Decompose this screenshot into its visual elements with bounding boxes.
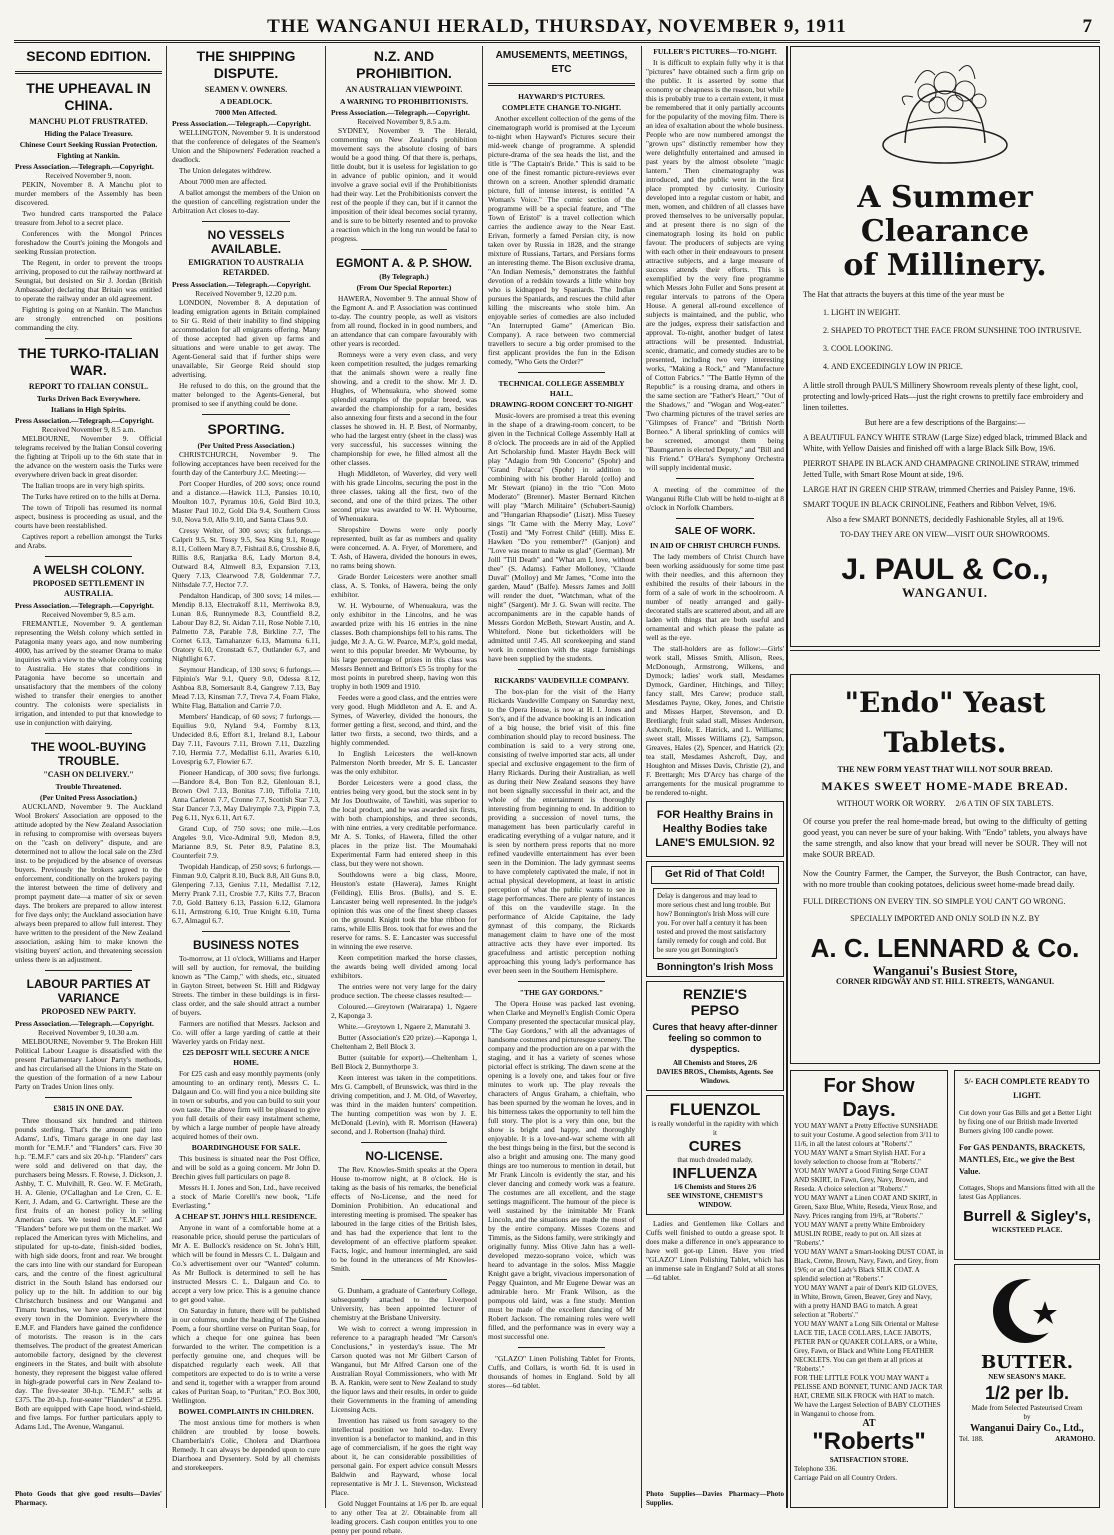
article-gay-gordons xyxy=(488,988,635,1341)
ad-footer-row xyxy=(959,1435,1095,1444)
subheading: Fighting at Nankin. xyxy=(57,151,120,160)
ad-title: For Show Days. xyxy=(823,1075,915,1121)
paragraph: We wish to correct a wrong impression in reference to a paragraph headed "Mr Carson's Conclusions," in yesterday's issue. The Mr Carson quoted was not Mr Gilbert Carson of Wanganui, but Mr Alfred Carson one of the Australian Royal Commissioners, who with Mr B. A. Rankin, were sent to New Zealand to study the liquor laws and their results, in order to guide their Governments in the framing of amending Licensing Acts. xyxy=(331,1324,477,1414)
subheading: PROPOSED NEW PARTY. xyxy=(41,1007,136,1016)
paragraph: The Union delegates withdrew. xyxy=(179,166,272,175)
article-welsh xyxy=(15,563,162,727)
dateline: Press Association.—Telegraph.—Copyright. xyxy=(172,280,311,289)
ad-body: that much dreaded malady, xyxy=(677,1156,753,1164)
paragraph: The Turks have retired on to the hills at Derna. xyxy=(22,492,161,501)
subheading: BOARDINGHOUSE FOR SALE. xyxy=(191,1143,301,1152)
paragraph: MELBOURNE, November 9. The Broken Hill Political Labour League is dissatisfied with the present Parliamentary Labour Party's methods, and has circularised all the Unions in the State on the question of the formation of a new Labour Party on Trades Union lines only. xyxy=(15,1037,162,1091)
ad-town: ARAMOHO. xyxy=(1055,1435,1095,1443)
ad-body: Cures that heavy after-dinner feeling so common to dyspeptics. xyxy=(652,1022,778,1054)
subheading: Chinese Court Seeking Russian Protection. xyxy=(19,140,158,149)
ad-body: SPECIALLY IMPORTED AND ONLY SOLD IN N.Z. BY xyxy=(850,914,1040,923)
newspaper-title: THE WANGANUI HERALD, THURSDAY, NOVEMBER 9, 1911 xyxy=(267,16,847,37)
paragraph: A ballot amongst the members of the Union on the question of cancelling registration under the Arbitration Act closes to-day. xyxy=(172,188,320,215)
paragraph: White.—Greytown 1, Ngaere 2, Manutahi 3. xyxy=(338,1022,471,1031)
article-motor xyxy=(15,1104,162,1431)
ad-tagline: Wanganui's Busiest Store, xyxy=(872,963,1018,978)
paragraph: Butter (Association's £20 prize).—Kaponga 1, Cheltenham 2, Bell Block 3. xyxy=(331,1033,477,1051)
paragraph: MELBOURNE, November 9. Official telegrams received by the Italian Consul covering the fighting at Tripoli up to the 6th state that in the advance on the western oasis the Turks were everywhere driven back in great disorder. xyxy=(15,434,162,479)
received-line: Received November 9, 8.5 a.m. xyxy=(41,425,136,434)
paragraph: Keen competition marked the horse classes, the awards being well divided among local exhibitors. xyxy=(331,953,477,980)
ad-title: of Millinery. xyxy=(843,248,1047,283)
subheading: TECHNICAL COLLEGE ASSEMBLY HALL. xyxy=(498,379,625,398)
headline: NO-LICENSE. xyxy=(365,1149,443,1163)
paragraph: The town of Tripoli has resumed its normal aspect, business is proceeding as usual, and the courts have been reestablished. xyxy=(15,503,162,530)
feature-list xyxy=(831,304,1099,376)
list-item: SMART TOQUE IN BLACK CRINOLINE, Feathers and Ribbon Velvet, 19/6. xyxy=(803,500,1057,509)
paragraph: Coloured.—Greytown (Wairarapa) 1, Ngaere 2, Kaponga 3. xyxy=(331,1002,477,1020)
article-wool xyxy=(15,740,162,964)
list-item: YOU MAY WANT a Long Silk Oriental or Maltese LACE TIE, LACE COLLARS, LACE JABOTS, PETER PAN or QUAKER COLLARS, or a White, Grey, Fawn, or Black and White Long FEATHER NECKLETS. You can get them at all prices at "Roberts'." xyxy=(794,1320,939,1373)
paragraph: The Regent, in order to prevent the troops arriving, proposed to cut the railway northward at Seungtai, but desisted on Sir J. Jordan (British Ambassador) declaring that Britain was entitled to operate the railway under an old agreement. xyxy=(15,258,162,303)
list-item: PIERROT SHAPE IN BLACK AND CHAMPAGNE CRINOLINE STRAW, trimmed Jetted Tulle, with Smart Rose Mount at side, 19/6. xyxy=(803,459,1079,479)
ad-body: Cottages, Shops and Mansions fitted with all the latest Gas Appliances. xyxy=(959,1184,1095,1201)
headline: £3815 IN ONE DAY. xyxy=(53,1104,124,1113)
ad-firm: A. C. LENNARD & Co. xyxy=(810,933,1080,963)
paragraph: Three thousand six hundred and thirteen pounds sterling. That's the amount paid into Adams', Ltd's, Timaru garage in one day last month for "E.M.F." and "Flanders" cars. Five 30 h.p. "E.M.F." cars and six 20-h.p. "Flanders" cars were sold and delivered on that day, the purchasers being Messrs. F. Rowse, J. Dickson, J. Ashby, T. C. Mulvihill, R. Geo. W. F. McGrath, H. A. Glenie, O'Callaghan and Le Cren, C. E. Kerr, J. Adam, and G. Cartwright. These are the first fruits of an honest policy in selling American cars. We tested the "E.M.F." and "Flanders" before we put them on the market. We replaced the American tyres with Michelins, and stipulated for up-to-date, finish-sided bodies, with high side doors, front and rear. We brought the cars into line with our standard for European cars, and the centre of the finest agricultural district in the South Island has endorsed our policy up to the hilt. In addition to our big Christchurch business and our Wanganui and Timaru branches, we have agencies in almost every town in the Dominion. Everywhere the E.M.F. and Flanders have gained the confidence of motorists. The reason is in the cars themselves. The product of the greatest American automobile factory, designed by the cleverest engineers in the States, and built with absolute honesty, they represent the biggest value offered in high-grade powerful cars in New Zealand to-day. The five-seater 30-h.p. "E.M.F." sells at £375. The 20-h.p. four-seater "Flanders" at £295. Both are equipped with Cape hood, wind-shield, and five lamps. For further particulars apply to Adams Ltd., The Avenue, Wanganui. xyxy=(15,1116,163,1431)
ad-intro: The Hat that attracts the buyers at this time of the year must be xyxy=(803,290,1005,299)
paragraph: The stall-holders are as follow:—Girls' work stall, Misses Smith, Allison, Rees, McDonough, Armstrong, Wilkens, and Dymock; ladies' work stall, Mesdames Dymock, Gardiner, Hitchings, and Tilley; fancy stall, Mrs Carew; produce stall, Mesdames Payne, Okey, Jones, and Christie and Misses Harper, Stevenson, and D. Bretliargh; fruit salad stall, Misses Anderson, Ashcroft, Hole, E. Hatrick, and L. Williams; sweet stall, Misses Williams (2), Sampson, Greaves, Hales (2), Spencer, and Hatrick (2); tea stall, Mesdames Ashcroft, Day, and Houghton and Misses Davis, Christie (2), and F. Brettargh; Mrs D'Arcy has charge of the arrangements for the musical programme to be rendered to-night. xyxy=(646,644,784,797)
article-shipping xyxy=(172,48,320,215)
ad-bonningtons xyxy=(646,861,784,977)
article-business xyxy=(172,938,320,1472)
dateline: Press Association.—Telegraph.—Copyright. xyxy=(331,108,470,117)
paragraph: The Rev. Knowles-Smith speaks at the Opera House to-morrow night, at 8 o'clock. He is taking as the basis of his remarks, the beneficial effects of No-License, and the need for Dominion Prohibition. An educational and interesting meeting is promised. The speaker has laboured in the large cities of the British Isles, and has had the experience that lent to the development of an effective platform speaker. Facts, logic, and humour intermingled, are said to be found in the utterances of Mr Knowles-Smith. xyxy=(331,1165,477,1273)
ad-sub: NEW SEASON'S MAKE. xyxy=(988,1373,1066,1381)
ad-body: For GAS PENDANTS, BRACKETS, MANTLES, Etc., we give the Best Value. xyxy=(959,1143,1085,1176)
paragraph: Two hundred carts transported the Palace treasure from Jehol to a secret place. xyxy=(15,209,162,227)
paragraph: Conferences with the Mongol Princes foreshadow the Court's joining the Mongols and seeking Russian protection. xyxy=(15,229,162,256)
paragraph: PEKIN, November 8. A Manchu plot to murder members of the Assembly has been discovered. xyxy=(15,180,162,207)
list-item: YOU MAY WANT a Linen COAT AND SKIRT, in Green, Saxe Blue, White, Reseda, Vieux Rose, and Navy. Prices ranging from 19/6, at "Roberts'." xyxy=(794,1194,938,1220)
paragraph: Grade Border Leicesters were another small class, A. S. Tonks, of Hawera, being the only exhibitor. xyxy=(331,572,477,599)
paragraph: Seymour Handicap, of 130 sovs; 6 furlongs.—Filpinio's War 9.1, Query 9.0, Odessa 8.12, Ashboa 8.8, Somersault 8.4, Gangrew 7.13, Bay Mead 7.13, Kinsman 7.7, Treva 7.4, Foam Flake, White Flag, Battalion and Carrie 7.0. xyxy=(172,665,320,710)
column-4 xyxy=(488,46,635,1508)
column-rule xyxy=(786,46,788,1508)
headline: THE TURKO-ITALIAN WAR. xyxy=(18,345,159,378)
footer-note: Photo Goods that give good results—Davies' Pharmacy. xyxy=(15,1490,162,1507)
column-5 xyxy=(646,46,784,1508)
headline: SPORTING. xyxy=(207,421,285,437)
subheading: PROPOSED SETTLEMENT IN AUSTRALIA. xyxy=(32,579,145,598)
list-item: YOU MAY WANT a Smart-looking DUST COAT, in Black, Creme, Brown, Navy, Fawn, and Grey, from 19/6; or an Old Lady's Black SILK COAT. A splendid selection at "Roberts'." xyxy=(794,1248,944,1283)
headline: EGMONT A. & P. SHOW. xyxy=(335,256,472,270)
subheading: A WARNING TO PROHIBITIONISTS. xyxy=(340,97,468,106)
headline: SALE OF WORK. xyxy=(674,526,756,537)
headline: BUSINESS NOTES xyxy=(192,938,300,952)
headline: LABOUR PARTIES AT VARIANCE xyxy=(26,977,151,1005)
ad-influenza: INFLUENZA xyxy=(672,1165,758,1182)
ad-body: Delay is dangerous and may lead to more serious chest and lung trouble. But how? Bonnington's Irish Moss will cure you. For over half a century it has been tested and proved the most satisfactory family remedy for cough and cold. But be sure you get Bonnington's xyxy=(653,888,777,959)
subheading: A CHEAP ST. JOHN'S HILL RESIDENCE. xyxy=(175,1212,317,1221)
masthead xyxy=(14,14,1100,43)
paragraph: Music-lovers are promised a treat this evening in the shape of a drawing-room concert, to be given in the Technical College Assembly Hall at 8 o'clock. The proceeds are in aid of the Applied Art Scholarship fund. Master Haydn Beck will play "Adagio from 9th Concerto" (Spohr) and "Grand Polacca" (Spohr) in addition to combining with his brother Harold (cello) and Mr Stewart (piano) in the trio "Con Moto Moderato" (Brenner). Master Bernard Kitchen will play "March Militaire" (Schubert-Saunig) and "Hungarian Rhapsodie" (Liszt). Miss Tuesey sings "It Came with the Merry May, Love" (Tosti) and "My Forrest Child" (Hill). Miss E. Hawken "Do you remember?" (Ganjon) and "Love was meant to make us glad" (German). Mr Jolll "Till Death" and "What am I, love, without thee" (S. Adams). Father Molloney, "Claude Duval" (Molloy) and Mr James, "Come into the garden, Maud" (Balfe). Messrs James and Jolll will render the duet, "Watchman, what of the night" (Sargent). Mr J. G. Swan will recite. The accompaniments are in the capable hands of Messrs Gordon McBeth, Stewart Austin, and A. Whiteford. None but ticketholders will be admitted until 7.45. All scorekeeping and stand work in connection with the stage furnishings have been supplied by the students. xyxy=(488,411,635,663)
ad-foot: All Chemists and Stores, 2/6 xyxy=(672,1059,758,1067)
paragraph: Shropshire Downs were only poorly represented, built as far as numbers and quality were concerned. A. A. Fryer, of Moremere, and T. Ash, of Hawera, divided the honours in ewes, no rams being shown. xyxy=(331,525,477,570)
subheading: (By Telegraph.) xyxy=(379,272,429,281)
paragraph: Keen interest was taken in the competitions. Mrs G. Campbell, of Brunswick, was third in the driving competition, and J. M. Old, of Waverley, was third in the maiden hunters' competition. The hunting competition was won by J. E. McDonald (Levin), with R. Morrison (Hawera) second, and J. Robertson (Inaha) third. xyxy=(331,1073,477,1136)
paragraph: In English Leicesters the well-known Palmerston North breeder, Mr S. E. Lancaster was the only exhibitor. xyxy=(331,749,477,776)
headline: THE WOOL-BUYING TROUBLE. xyxy=(30,740,147,768)
ad-tel: Tel. 188. xyxy=(959,1435,984,1443)
subheading: "CASH ON DELIVERY." xyxy=(43,770,134,779)
ad-body: Now the Country Farmer, the Camper, the Surveyor, the Bush Contractor, can have, with no more trouble than cooking potatoes, delicious sweet home-made bread daily. xyxy=(803,869,1087,889)
ad-wanganui-dairy xyxy=(954,1264,1100,1508)
paragraph: Fighting is going on at Nankin. The Manchus are strongly entrenched on positions commanding the city. xyxy=(15,305,162,332)
paragraph: Another excellent collection of the gems of the cinematograph world is promised at the Lyceum to-night when Hayward's Pictures secure their mid-week change of programme. A splendid picture-drama of the sea heads the list, and the title is "The Captain's Bride." This is said to be one of the finest romantic picture-reviews ever thrown on a screen. Another splendid dramatic picture, full of intense interest, is entitled "A Woman's Voice." The comic section of the programme will be a special feature, and "The Town of Eristol" is a travel collection which carries the audience away to the Near East. Erivan, formerly a famed Persian city, is now taken over by Russia in 1828, and the strange mixture of Russians, Tartars, and Persians forms an interesting theme. The Bison exclusive drama, "An Indian Nemesis," demonstrates the faithful devotion of a redskin towards a little white boy who is kidnapped by Spaniards. The Indian pursues the Spaniards, and rescues the child after killing the miscreants who stole him. An enjoyable series of comedies are also included "An Interrupted Game" (American Bio. Company). A race between two commercial travellers to secure a big order promised to the first applicant provides the fun in the Edison comedy, "Who Gets the Order?" xyxy=(488,114,635,366)
paragraph: This business is situated near the Post Office, and will be sold as a going concern. Mr John D. Brechin gives full particulars on page 8. xyxy=(172,1154,320,1181)
paragraph: CHRISTCHURCH, November 9. The following acceptances have been received for the fourth day of the Canterbury J.C. Meeting:— xyxy=(172,450,320,477)
column-ads xyxy=(790,46,1102,1508)
ad-title: PEPSO xyxy=(690,1002,740,1018)
ad-line: Healthy Bodies take xyxy=(662,823,768,835)
paragraph: The lady members of Christ Church have been working assiduously for some time past with their needles, and this afternoon they exhibited the results of their labours in the form of a sale of work in the schoolroom. A number of neatly arranged and gaily-decorated stalls are scattered about, and all are laden with things that are both useful and ornamental and which please the palate as well as the eye. xyxy=(646,552,784,642)
subheading: HAYWARD'S PICTURES. xyxy=(518,92,605,101)
list-item: YOU MAY WANT a Good Fitting Serge COAT AND SKIRT, in Fawn, Grey, Navy, Brown, and Reseda. A choice selection at "Roberts'." xyxy=(794,1167,929,1193)
article-vessels xyxy=(172,228,320,408)
ad-address: WICKSTEED PLACE. xyxy=(991,1226,1063,1234)
received-line: Received November 9, 12.20 p.m. xyxy=(195,289,297,298)
ad-town: WANGANUI. xyxy=(902,585,988,600)
ad-address: CORNER RIDGWAY AND ST. HILL STREETS, WANGANUI. xyxy=(835,977,1055,986)
dateline: Press Association.—Telegraph.—Copyright. xyxy=(15,416,154,425)
paragraph: LONDON, November 8. A deputation of leading emigration agents in Britain complained to Sir G. Reid of their inability to find shipping accommodation for all emigrants offering. Many of those accepted had given up farms and situations and were unable to get away. The Agent-General said that if further ships were unavailable, Sir George Reid should stop advertising. xyxy=(172,298,320,379)
paragraph: A meeting of the committee of the Wanganui Rifle Club will be held to-night at 8 o'clock in Norfolk Chambers. xyxy=(646,485,784,512)
column-rule xyxy=(482,46,483,1508)
ad-lanes-emulsion xyxy=(646,801,784,857)
article-labour xyxy=(15,977,162,1091)
received-line: Received November 9, 10.30 a.m. xyxy=(38,1028,139,1037)
paragraph: SYDNEY, November 9. The Herald, commenting on New Zealand's prohibition movement says the absolute closing of bars would be a good thing. Of that there is, perhaps, little doubt, but it is useless for legislation to go in advance of public opinion, and it would involve a grave social evil if the Prohibitionists had their way. Let the Prohibitionists convert the rest of the people if they can, but if it cannot the imposition of their ideal becomes social tyranny, and is sure to be bitterly resented and to provoke a reaction which in the long run would be fatal to progress. xyxy=(331,126,477,243)
ad-title: FLUENZOL xyxy=(669,1100,761,1119)
ad-title: BUTTER. xyxy=(980,1352,1073,1373)
paragraph: To-morrow, at 11 o'clock, Williams and Harper will sell by auction, for removal, the building known as "The Camp," with sheds, etc., situated in Gayton Street, between St. Hill and Ridgway Streets. The timber in these buildings is in first-class order, and the sale should attract a number of buyers. xyxy=(172,954,320,1017)
ad-line: FOR Healthy Brains in xyxy=(656,809,774,821)
subheading: Turks Driven Back Everywhere. xyxy=(36,394,141,403)
ad-firm: Burrell & Sigley's, xyxy=(963,1208,1091,1225)
subheading: A DEADLOCK. xyxy=(219,97,273,106)
subheading: "THE GAY GORDONS." xyxy=(519,988,604,997)
paragraph: He refused to do this, on the ground that the matter belonged to the Agents-General, but promised to see if anything could be done. xyxy=(172,381,320,408)
subheading: RICKARDS' VAUDEVILLE COMPANY. xyxy=(494,676,629,685)
ad-body: Cut down your Gas Bills and get a Better Light by fixing one of our British made Inverted Burners giving 100 candle power. xyxy=(959,1109,1092,1135)
paragraph: Southdowns were a big class, Moore, Heuston's estate (Hawera), James Knight (Feilding), Ellis Bros. (Bulls), and S. E. Lancaster being well represented. In the judge's opinion this was one of the finest sheep classes on the ground. Knight took the blue ribbon for rams, while Ellis Bros. took that for ewes and the reserve for rams. S. E. Lancaster was successful in winning the ewe reserve. xyxy=(331,870,477,951)
subheading: COMPLETE CHANGE TO-NIGHT. xyxy=(502,103,621,112)
footer-note: Photo Supplies—Davies Pharmacy—Photo Supplies. xyxy=(646,1490,784,1507)
paragraph: AUCKLAND, November 9. The Auckland Wool Brokers' Association are opposed to the attitude adopted by the New Zealand Association in refusing to compromise with overseas buyers on the "cash on delivery" dispute, and are determined not to allow the local sale on the 23rd inst. to be prejudiced by the absence of overseas buyers. Previously the brokers agreed to the enforcement, conditionally on the brokers paying the interest between the time of delivery and prompt payment date—a matter of six or seven days. The brokers are prepared to allow interest for five days only; the Auckland association have always been prepared to allow full interest. They have written to the president of the New Zealand association, asking him to make known the visiting buyers' action, and threatening secession unless there is an adjustment. xyxy=(15,802,162,964)
ad-made: Made from Selected Pasteurised Cream xyxy=(971,1404,1083,1412)
paragraph: Gold Nugget Fountains at 1/6 per lb. are equal to any other Tea at 2/. Obtainable from all leading grocers. Cash coupon entitles you to one penny per pound rebate. xyxy=(331,1499,477,1535)
list-item: YOU MAY WANT a pair of Dent's KID GLOVES, in White, Brown, Green, Beaver, Grey and Navy, with a pretty HAND BAG to match. A great selection at "Roberts'." xyxy=(794,1284,938,1319)
headline: N.Z. AND PROHIBITION. xyxy=(356,48,452,81)
column-rule xyxy=(325,46,326,1508)
paragraph: Invention has raised us from savagery to the intellectual position we hold to-day. Every invention is a benefactor to mankind, and in this age of commercialism, if he goes the right way about it, he can considerable possibilities of personal gain. For expert advice consult Messrs Baldwin and Rayward, whose local representative is Mr J. L. Stevenson, Wickstead Place. xyxy=(331,1416,477,1497)
list-item: 4. AND EXCEEDINGLY LOW IN PRICE. xyxy=(831,358,1099,376)
subheading: 7000 Men Affected. xyxy=(215,108,277,117)
ad-body: A little stroll through PAUL'S Millinery Showroom reveals plenty of these light, cool, protecting and lowly-priced Hats—just the right crowns to prettily face embroidery and linen toilettes. xyxy=(803,381,1084,412)
ad-tagline: SATISFACTION STORE. xyxy=(829,1456,909,1464)
ad-fluenzol xyxy=(646,1095,784,1215)
paragraph: The Opera House was packed last evening, when Clarke and Meynell's English Comic Opera Company presented the spectacular musical play, "The Gay Gordons," with all the advantages of handsome costumes and picturesque scenery. The company and the production are on a par with the staging, and it has a variety of scenes whose pictorial effect is striking. The dawn scene at the opening is a lovely one, and takes four or five minutes to work up. The play reveals the characters of Angus Graham, a chieftain, who has been spurned by the woman he loves, and in his bitterness takes the opportunity to tell him the full story. The plot is a very thin one, but the show is bright and happy, and thoroughly enjoyable. It is a love-and-war scheme with all the best things being in the first, but the second is also a bright and amusing one. The many good things are too numerous to mention in detail, but Mr Frank Lincoln is evidently the star, and his clever dancing and comedy work was a feature. The costumes are all excellent, and the stage settings magnificent. The humour of the piece is well sustained by the inimitable Mr Frank Lincoln, and the situations are made the most of by the entire company. Misses Cozens and Timmis, as the Sidons family, were strikingly and originally funny. Miss Olive Jahn has a well-developed mezzo-soprano voice, which was heard to advantage in the solos. Miss Maggie Knight gave a bright, vivacious impersonation of Peggy Quainton, and Mr Eugene Dewar was an admirable hero. Mr Frank Wilson, as the pompous old laird, was a fine study. Mention must be made of the excellent dancing of Mr Robert Jackson. The remaining roles were well filled, and the performance was in every way a most successful one. xyxy=(488,999,635,1341)
paragraph: G. Dunham, a graduate of Canterbury College, subsequently attached to the Liverpool University, has been appointed lecturer of chemistry at the Brisbane University. xyxy=(331,1286,477,1322)
list-item: YOU MAY WANT a Smart Stylish HAT. For a lovely selection to choose from at "Roberts'." xyxy=(794,1149,926,1166)
dateline: Press Association.—Telegraph.—Copyright. xyxy=(15,601,154,610)
ad-roberts-show-days xyxy=(790,1070,948,1508)
ad-burrell-sigley xyxy=(954,1070,1100,1260)
list-item: TO-DAY THEY ARE ON VIEW—VISIT OUR SHOWROOMS. xyxy=(840,530,1050,539)
column-3 xyxy=(331,46,477,1535)
dateline: Press Association.—Telegraph.—Copyright. xyxy=(172,119,311,128)
article-prohibition xyxy=(331,48,477,243)
column-2 xyxy=(172,46,320,1508)
paragraph: Romneys were a very even class, and very keen competition resulted, the judges remarking that the animals shown were a really fine showing, and a credit to the show. Mr J. D. Hughes, of Whenuakura, who showed some splendid examples of the popular breed, was awarded the championship for a ram, besides also annexing four firsts and a second in the four classes he showed in. H. P. Best, of Normanby, who had the largest entry (sheet in the class) was very successful, his successes winning the championship for ewe, he filled almost all the other classes. xyxy=(331,350,477,467)
paragraph: The entries were not very large for the dairy produce section. The cheese classes resulted:— xyxy=(331,982,477,1000)
paragraph: Grand Cup, of 750 sovs; one mile.—Los Angeles 9.0, Vice-Admiral 9.0, Medon 8.9, Marianne 8.9, St. Peter 8.9, Palatine 8.3, Counterfeit 7.9. xyxy=(172,824,320,860)
ad-body: FULL DIRECTIONS ON EVERY TIN. SO SIMPLE YOU CAN'T GO WRONG. xyxy=(803,897,1066,906)
paragraph: The most anxious time for mothers is when children are troubled by loose bowels. Chamberlain's Colic, Cholera and Diarrhoea Remedy. It can always be depended upon to cure Diarrhoea and Dysentery. Sold by all chemists and storekeepers. xyxy=(172,1418,320,1472)
ad-paul-millinery xyxy=(790,46,1100,647)
subheading: (From Our Special Reporter.) xyxy=(356,283,452,292)
ad-brand: Bonnington's Irish Moss xyxy=(656,962,774,973)
ad-renzies-pepso xyxy=(646,981,784,1091)
dateline: (Per United Press Association.) xyxy=(197,441,295,450)
subheading: AN AUSTRALIAN VIEWPOINT. xyxy=(345,85,463,94)
ad-at: AT xyxy=(862,1418,876,1429)
subheading: FULLER'S PICTURES—TO-NIGHT. xyxy=(653,47,777,56)
subheading: MANCHU PLOT FRUSTRATED. xyxy=(29,117,148,126)
ad-cures: CURES xyxy=(688,1138,742,1155)
dateline: Press Association.—Telegraph.—Copyright. xyxy=(15,1019,154,1028)
paragraph: About 7000 men are affected. xyxy=(179,177,267,186)
paragraph: The box-plan for the visit of the Harry Rickards Vaudeville Company on Saturday next, to the Opera House, is now at H. I. Jones and Son's, and if the advance booking is an indication of a big house, the brief visit of this fine combination should play to record business. The combination is said to a very strong one, consisting of twelve imported star acts, all under special and exclusive engagement to the firm of Harry Rickards. During their Australian, as well as during their New Zealand seasons they have not been signally successful in their act, and the whole of the entertainment is thoroughly interesting from beginning to end. In addition to providing a succession of novel turns, the management has been particularly careful in eradicating everything of a vulgar nature, and it is seen by northern press reports that no more refined vaudeville entertainment has ever been seen in the Dominion. The lady gymnast seems to have completely captivated the male, if not in actual physical development, at least in artistic perception of what the public wants to see in stage performances. There are plenty of instances of this on the vaudeville stage. In the performance of Alcide Capitaine, the lady gymnast of this company, the Rickards management claim to have one of the most attractive acts they have ever imported. Its gracefulness and artistic perception nothing approaching this young lady's performance has ever been seen in the Southern Hemisphere. xyxy=(488,687,635,975)
article-turko xyxy=(15,345,162,550)
subheading: Trouble Threatened. xyxy=(55,782,122,791)
paragraph: Twopidah Handicap, of 250 sovs; 6 furlongs.—Finman 9.0, Calprit 8.10, Buck 8.8, All Guns 8.0, Glenpering 7.13, Genius 7.11, Medallist 7.12, Merry Prank 7.11, Crosbie 7.7, Kilts 7.7, Bracon 7.0, Gold Battery 6.13, Passion 6.12, Glamora 6.11, Armstrong 6.10, True Knight 6.10, Turna 6.7, Almagul 6.7. xyxy=(172,862,320,925)
paragraph: Butter (suitable for export).—Cheltenham 1, Bell Block 2, Bunnythorpe 3. xyxy=(331,1053,477,1071)
list-item: 3. COOL LOOKING. xyxy=(831,340,1099,358)
ad-firm: J. PAUL & Co., xyxy=(841,553,1049,586)
paragraph: Border Leicesters were a good class, the entries being very good, but the stock sent in by Mr Jos Douthwaite, of Tawhiti, was superior to the local product, and he was awarded six firsts, with both championships, and three seconds, with nine entries, a very creditable performance. Mr A. S. Tonks, of Hawera, filled the other places in the prize list. The Moumahaki Experimental Farm had entered sheep in this class, but they were not shown. xyxy=(331,778,477,868)
hat-illustration xyxy=(875,53,1015,183)
list-item: A BEAUTIFUL FANCY WHITE STRAW (Large Size) edged black, trimmed Black and White, with Yellow Daisies and finished off with a large Black Silk Bow, 19/6. xyxy=(803,433,1087,453)
section-heading: AMUSEMENTS, MEETINGS, ETC xyxy=(495,50,628,75)
ad-line: LANE'S EMULSION. 92 xyxy=(655,837,775,849)
paragraph: Messrs H. I. Jones and Son, Ltd., have received a stock of Marie Corelli's new book, "Life Everlasting." xyxy=(172,1183,320,1210)
page-number: 7 xyxy=(1082,16,1092,37)
ad-by: by xyxy=(1023,1413,1031,1421)
ad-carriage: Carriage Paid on all Country Orders. xyxy=(794,1474,898,1482)
paragraph: Farmers are notified that Messrs. Jackson and Co. will offer a large yarding of cattle at their Waverley yards on Friday next. xyxy=(172,1019,320,1046)
ad-title: "Endo" Yeast Tablets. xyxy=(844,686,1046,759)
article-china xyxy=(15,80,162,332)
list-item: FOR THE LITTLE FOLK YOU MAY WANT a PELISSE AND BONNET, TUNIC AND JACK TAR HAT, CREME SILK FROCK with HAT to match. xyxy=(794,1374,943,1400)
article-sale-of-work xyxy=(646,525,784,797)
headline: THE SHIPPING DISPUTE. xyxy=(196,48,296,81)
subheading: DRAWING-ROOM CONCERT TO-NIGHT xyxy=(490,400,633,409)
paragraph: FREMANTLE, November 9. A gentleman representing the Welsh colony which settled in Patagonia many years ago, and now numbering 4000, has arrived by the steamer Orama to make inquiries with a view to the whole colony coming to Australia. He states that conditions in Patagonia have become so uncertain and unsatisfactory that the members of the colony wished to transfer their energies to another country. The colonists were specialists in irrigation, and intended to put that knowledge to use in conjunction with dairying. xyxy=(15,619,162,727)
glazo-notice: Ladies and Gentlemen like Collars and Cuffs well finished to outdo a grease spot. It does make a difference in one's appearance to have well got-up Linen. Have you tried "GLAZO" Linen Polishing Tablet, which has an immense sale in England? Sold at all stores—6d tablet. xyxy=(646,1219,784,1282)
ad-lead: But here are a few descriptions of the Bargains:— xyxy=(864,418,1026,427)
paragraph: W. H. Wybourne, of Whenuakura, was the only exhibitor in the Lincolns, and he was awarded prize with his 16 entries in the nine classes. Both championships fell to his rams. The judge, Mr J. A. G. W. Pearce, M.P.'s, gold medal, went to this popular breeder. Mr Wybourne, by his large percentage of prizes in this class was Messrs Bennett and Britton's £5 5s trophy for the most points in purebred sheep, having won this trophy in both 1909 and 1910. xyxy=(331,601,477,691)
ad-title: RENZIE'S xyxy=(682,986,747,1002)
list-item: 1. LIGHT IN WEIGHT. xyxy=(831,304,1099,322)
ad-sub: WITHOUT WORK OR WORRY. 2/6 A TIN OF SIX TABLETS. xyxy=(836,799,1054,808)
article-no-license xyxy=(331,1149,477,1535)
subheading: IN AID OF CHRIST CHURCH FUNDS. xyxy=(649,541,781,550)
ad-firm: Wanganui Dairy Co., Ltd., xyxy=(970,1423,1084,1434)
ad-maker: DAVIES BROS., Chemists, Agents. See Windows. xyxy=(656,1068,774,1085)
article-rickards xyxy=(488,676,635,975)
paragraph: On Saturday in future, there will be published in our columns, under the heading of The Guinea Poem, a four shortline verse on Puritan Soap, for which a cheque for one guinea has been forwarded to the writer. The competition is a perfectly genuine one, and cheques will be dispatched regularly each week. All that competitors are expected to do is to write a verse and send it, together with a wrapper from around cakes of Puritan Soap, to "Puritan," P.O. Box 300, Wellington. xyxy=(172,1306,320,1405)
paragraph: Hugh Middleton, of Waverley, did very well with his grade Lincolns, securing the post in the three classes, taking all the first, two of the second, and one of the third prizes. The other second prize was awarded to W. H. Wybourne, of Whenuakura. xyxy=(331,469,477,523)
column-rule xyxy=(166,46,167,1508)
ad-body: Of course you prefer the real home-made bread, but owing to the difficulty of getting good yeast, you can never be sure of your baking. With "Endo" tablets, you always have the same strength, and also know that your bread will never be SOUR. They will not make SOUR BREAD. xyxy=(803,817,1087,859)
subheading: Hiding the Palace Treasure. xyxy=(44,129,133,138)
dateline: Press Association.—Telegraph.—Copyright. xyxy=(15,162,154,171)
headline: THE UPHEAVAL IN CHINA. xyxy=(26,80,151,113)
ad-foot: SEE WINSTONE, CHEMIST'S WINDOW. xyxy=(667,1192,763,1209)
headline: A WELSH COLONY. xyxy=(32,563,145,577)
paragraph: Pioneer Handicap, of 300 sovs; five furlongs.—Bandore 8.4, Bon Ton 8.2, Glenlouan 8.1, Brown Owl 7.13, Bonitas 7.10, Tiffolia 7.10, Anna Carleton 7.7, Cronne 7.7, Scottish Star 7.3, Star Dancer 7.3, May Dalrymple 7.3, Pippin 7.3, Peg 6.11, Nyx 6.11, Art 6.7. xyxy=(172,768,320,822)
paragraph: Feedes were a good class, and the entries were very good. Hugh Middleton and A. E. and A. Symes, of Waverley, divided the honours, the former getting a first, second, and third, and the latter two firsts, a second, two thirds, and a highly commended. xyxy=(331,693,477,747)
paragraph: HAWERA, November 9. The annual Show of the Egmont A. and P. Association was continued to-day. The country people, as well as visitors from all round, flocked in in good numbers, and an attendance that can compare favourably with other years is recorded. xyxy=(331,294,477,348)
paragraph: The Italian troops are in very high spirits. xyxy=(22,481,145,490)
list-item: LARGE HAT IN GREEN CHIP STRAW, trimmed Cherries and Paisley Panne, 19/6. xyxy=(803,485,1076,494)
paragraph: Port Cooper Hurdles, of 200 sovs; once round and a distance.—Hawick 11.3, Pansies 10.10, Moulton 10.7, Pyramus 10.6, Gold Bird 10.3, Master Paul 10.2, Gold Dia 9.4, Southern Cross 9.0, Nova 9.0, Allo 9.10, and Santa Claus 9.0. xyxy=(172,479,320,524)
received-line: Received November 9, 8.5 a.m. xyxy=(357,117,451,126)
paragraph: It is difficult to explain fully why it is that "pictures" have obtained such a firm grip on the public. It is asserted by some that economy or cheapness is the reason, but while this is probably true to a certain extent, it must be remembered that it only partially accounts for the popularity of the moving film. There is an idea of exaltation about the whole business. People who are now numbered amongst the "grown ups" distinctly remember how they were delightfully entertained and amused in past years by the almost obsolete "magic lantern." Then cinematography was introduced, and the public went in the first place prompted by curiosity. Curiosity developed into a regular custom or habit, and men, women, and children of all classes have proved themselves to be universally popular, and at present there is no sign of the cinematograph losing its hold on public favour. The producers of subjects are vying with each other in their endeavours to present attractive subjects, and a large measure of success attends their efforts. This is exemplified by the very fine programme which Messrs John Fuller and Sons present at regular intervals to patrons of the Opera House. A general all-round excellence of subjects is maintained, and the public, who are the judges, express their satisfaction and approval. To-night, another budget of latest attractions will be presented. Industrial, scenic, dramatic, and comedy studies are to be presented, including two very interesting works, "Making a Rock," and "Manufacture of Cotton Fabrics." "The Battle Hymn of the Republic" is a rousing drama, and others in the same section are "Father's Heart," "Out of the Shadows," and "Wogan and Wog-eater." Two charming pictures of the travel series are "Glimpses of France" and "British North Borneo." A liberal sprinkling of comics will be screened, amongst them being "Baumgarten is elected Deputy," and "Bill and his Friend." O'Hara's Symphony Orchestra will supply incidental music. xyxy=(646,58,784,472)
subheading: EMIGRATION TO AUSTRALIA RETARDED. xyxy=(188,258,304,277)
subheading: SEAMEN V. OWNERS. xyxy=(204,85,288,94)
article-sporting xyxy=(172,421,320,925)
list-item: YOU MAY WANT a Pretty Effective SUNSHADE to suit your Costume. A good selection from 3/11 to 11/6, in all the latest colours at "Roberts'." xyxy=(794,1122,940,1148)
received-line: Received November 9, 8.5 a.m. xyxy=(41,610,136,619)
article-show xyxy=(331,256,477,1136)
ad-price: 1/6 Chemists and Stores 2/6 xyxy=(673,1183,757,1191)
paragraph: Anyone in want of a comfortable home at a reasonable price, should peruse the particulars of Mr A. E. Bullock's residence on St. John's Hill, which will be found in Messrs C. L. Dalgaun and Co.'s advertisement over our "Wanted" column. As Mr Bullock is determined to sell he has instructed Messrs C. L. Dalgaun and Co. to accept a very low price. This is a genuine chance to get good value. xyxy=(172,1223,320,1304)
list-item: Also a few SMART BONNETS, decidedly Fashionable Styles, all at 19/6. xyxy=(826,515,1064,524)
headline: NO VESSELS AVAILABLE. xyxy=(207,228,285,256)
column-1 xyxy=(15,46,162,1508)
list-item: YOU MAY WANT a pretty White Embroidery MUSLIN ROBE, ready to put on. All sizes at "Roberts'." xyxy=(794,1221,925,1247)
article-hayward xyxy=(488,92,635,366)
ad-endo-yeast xyxy=(790,674,1100,1064)
edition-label: SECOND EDITION. xyxy=(26,48,151,64)
list-item: 2. SHAPED TO PROTECT THE FACE FROM SUNSHINE TOO INTRUSIVE. xyxy=(831,322,1099,340)
ad-firm: "Roberts" xyxy=(812,1428,926,1455)
subheading: £25 DEPOSIT WILL SECURE A NICE HOME. xyxy=(182,1048,310,1067)
paragraph: For £25 cash and easy monthly payments (only amounting to an ordinary rent), Messrs C. L. Dalgaun and Co. will find you a nice building site in town or suburbs, and you can build to suit your own taste. The above firm will be pleased to give you full details of their easy instalment scheme, by which a large number of people have already acquired homes of their own. xyxy=(172,1069,320,1141)
paragraph: Captives report a rebellion amongst the Turks and Arabs. xyxy=(15,532,162,550)
ad-body: is really wonderful in the rapidity with which it xyxy=(651,1120,779,1137)
ad-title: Get Rid of That Cold! xyxy=(651,866,779,884)
ad-sub: THE NEW FORM YEAST THAT WILL NOT SOUR BREAD. xyxy=(837,765,1053,774)
ad-phone: Telephone 336. xyxy=(794,1465,838,1473)
ad-price: 1/2 per lb. xyxy=(984,1383,1070,1403)
ad-sub: MAKES SWEET HOME-MADE BREAD. xyxy=(821,779,1069,793)
glazo-notice: "GLAZO" Linen Polishing Tablet for Fronts, Cuffs, and Collars, is worth 6d. It is used in thousands of homes in England. Sold by all stores—6d tablet. xyxy=(488,1354,635,1390)
received-line: Received November 9, noon. xyxy=(45,171,132,180)
article-technical xyxy=(488,379,635,663)
ad-title: A Summer Clearance xyxy=(857,180,1033,249)
crescent-star-icon xyxy=(987,1271,1067,1351)
ad-lead: 5/- EACH COMPLETE READY TO LIGHT. xyxy=(964,1077,1090,1100)
list-item: We have the Largest Selection of BABY CLOTHES in Wanganui to choose from. xyxy=(794,1401,941,1418)
paragraph: WELLINGTON, November 9. It is understood that the conference of delegates of the Seamen's Union and the Shipowners' Federation reached a deadlock. xyxy=(172,128,320,164)
subheading: BOWEL COMPLAINTS IN CHILDREN. xyxy=(178,1407,314,1416)
subheading: Italians in High Spirits. xyxy=(50,405,127,414)
column-rule xyxy=(641,46,642,1508)
article-fuller xyxy=(646,47,784,512)
paragraph: Cressy Welter, of 300 sovs; six furlongs.—Calprit 9.5, St. Tossy 9.5, Sea King 9.1, Rouge 8.11, Colleen Mary 8.7, Fishtail 8.6, Crossbie 8.6, Rillis 8.6, Ranjatka 8.6, Lady Morton 8.4, Outward 8.4, Almwell 8.3, Expansion 7.13, Query 7.13, Clearwood 7.8, Goldenmar 7.7, Nithsdale 7.7, Hector 7.7. xyxy=(172,526,320,589)
dateline: (Per United Press Association.) xyxy=(39,793,138,802)
subheading: REPORT TO ITALIAN CONSUL. xyxy=(28,382,149,391)
paragraph: Members' Handicap, of 60 sovs; 7 furlongs.—Equilius 9.0, Nyland 9.4, Formby 8.13, Undecided 8.6, Effort 8.1, Ireland 8.1, Labour Day 7.11, Favours 7.11, Brown 7.11, Dazzling 7.10, Hermia 7.7, Medallist 6.11, Avaries 6.10, Lovesprig 6.7, Flowier 6.7. xyxy=(172,712,320,766)
paragraph: Pendalton Handicap, of 300 sovs; 14 miles.—Mendip 8.13, Electrakoff 8.11, Merriwoka 8.9, Lunan 8.6, Runnymede 8.3, Countfield 8.2, Labour Day 8.2, St. Aidan 7.11, Rose Noble 7.10, Palmetto 7.8, Parable 7.8, Birkline 7.7, The Cornet 6.13, Tamahanzer 6.13, Mamuna 6.11, Oratory 6.10, Cronstadt 6.7, Outlander 6.7, and Nightlight 6.7. xyxy=(172,591,320,663)
